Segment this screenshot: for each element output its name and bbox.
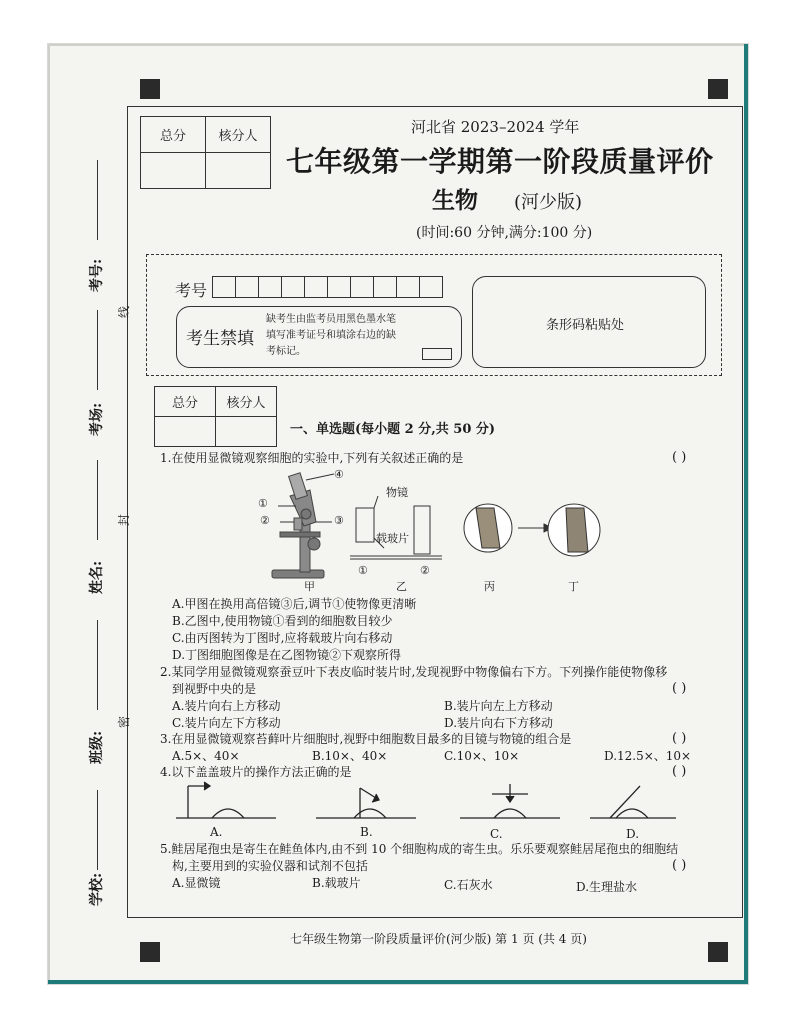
name-line <box>97 460 99 540</box>
q4-answer-blank[interactable]: ( ) <box>672 764 687 779</box>
q2-option-c: C.装片向左下方移动 <box>172 716 281 730</box>
paper-edge-left <box>48 44 50 984</box>
total-score-header: 总分 <box>141 117 206 153</box>
exam-no-digit[interactable] <box>212 276 236 298</box>
q2-option-d: D.装片向右下方移动 <box>444 716 554 730</box>
q5-answer-blank[interactable]: ( ) <box>672 858 687 873</box>
seal-word-feng: 封 <box>117 513 131 526</box>
q3-answer-blank[interactable]: ( ) <box>672 731 687 746</box>
exam-room-line <box>97 310 99 390</box>
fig-jia-label: 甲 <box>304 580 315 593</box>
exam-no-digit[interactable] <box>327 276 351 298</box>
exam-no-digit[interactable] <box>419 276 443 298</box>
label-3: ③ <box>334 514 344 527</box>
checker-cell[interactable] <box>206 153 271 189</box>
edition-label: (河少版) <box>514 192 583 213</box>
q5-stem-line1: 5.鲑居尾孢虫是寄生在鲑鱼体内,由不到 10 个细胞构成的寄生虫。乐乐要观察鲑居尾孢虫的细胞结 <box>160 842 679 856</box>
page-title: 七年级第一学期第一阶段质量评价 <box>286 145 714 178</box>
exam-no-digit[interactable] <box>396 276 420 298</box>
slide-label: 载玻片 <box>376 532 409 545</box>
section-score-cell[interactable] <box>155 417 216 447</box>
exam-no-label: 考号: <box>89 258 105 292</box>
exam-no-digit[interactable] <box>281 276 305 298</box>
coverslip-method-d <box>590 786 676 818</box>
label-2: ② <box>260 514 270 527</box>
seal-word-mi: 密 <box>117 715 131 728</box>
exam-no-box-label: 考号 <box>175 281 208 300</box>
paper-edge-bottom <box>48 980 748 984</box>
registration-marker-top-right <box>708 79 728 99</box>
section-checker-header: 核分人 <box>216 387 277 417</box>
q5-option-a: A.显微镜 <box>172 876 221 890</box>
q2-stem-line1: 2.某同学用显微镜观察蚕豆叶下表皮临时装片时,发现视野中物像偏右下方。下列操作能使物像移 <box>160 665 668 679</box>
q2-option-a: A.装片向右上方移动 <box>172 699 281 713</box>
registration-marker-bottom-right <box>708 942 728 962</box>
section-checker-cell[interactable] <box>216 417 277 447</box>
q4-label-a: A. <box>210 825 223 839</box>
seal-word-xian: 线 <box>117 305 131 318</box>
q4-stem: 4.以下盖盖玻片的操作方法正确的是 <box>160 765 352 779</box>
q2-answer-blank[interactable]: ( ) <box>672 681 687 696</box>
q1-option-b: B.乙图中,使用物镜①看到的细胞数目较少 <box>172 614 393 628</box>
time-info: (时间:60 分钟,满分:100 分) <box>416 225 593 241</box>
school-label: 学校: <box>89 872 105 906</box>
fig-bing-label: 丙 <box>484 580 495 593</box>
forbidden-label: 考生禁填 <box>186 329 254 349</box>
absence-mark-box[interactable] <box>422 348 452 360</box>
exam-no-digit[interactable] <box>304 276 328 298</box>
q1-option-c: C.由丙图转为丁图时,应将载玻片向右移动 <box>172 631 393 645</box>
checker-header: 核分人 <box>206 117 271 153</box>
notice-line: 考标记。 <box>266 346 306 357</box>
q2-option-b: B.装片向左上方移动 <box>444 699 553 713</box>
barcode-label: 条形码粘贴处 <box>546 318 625 333</box>
q3-stem: 3.在用显微镜观察苔藓叶片细胞时,视野中细胞数目最多的目镜与物镜的组合是 <box>160 732 572 746</box>
absence-notice <box>266 312 396 360</box>
q1-stem: 1.在使用显微镜观察细胞的实验中,下列有关叙述正确的是 <box>160 451 464 465</box>
name-label: 姓名: <box>89 560 105 594</box>
lens-label-2: ② <box>420 564 430 577</box>
q3-option-a: A.5×、40× <box>172 749 240 763</box>
fig-ding-label: 丁 <box>568 580 579 593</box>
q1-option-d: D.丁图细胞图像是在乙图物镜②下观察所得 <box>172 648 402 662</box>
q1-figure <box>250 466 610 590</box>
q4-label-c: C. <box>490 827 503 841</box>
q5-stem-line2: 构,主要用到的实验仪器和试剂不包括 <box>172 859 368 873</box>
exam-no-digit[interactable] <box>258 276 282 298</box>
coverslip-method-c <box>460 784 560 818</box>
total-score-cell[interactable] <box>141 153 206 189</box>
view-ding-drawing <box>548 504 600 556</box>
q2-stem-line2: 到视野中央的是 <box>172 682 257 696</box>
q3-option-b: B.10×、40× <box>312 749 388 763</box>
label-1: ① <box>258 497 268 510</box>
class-line <box>97 620 99 710</box>
q1-option-a: A.甲图在换用高倍镜③后,调节①使物像更清晰 <box>172 597 417 611</box>
exam-no-digit[interactable] <box>235 276 259 298</box>
objective-lenses-drawing <box>350 496 442 559</box>
q5-option-d: D.生理盐水 <box>576 880 638 894</box>
paper-edge-right <box>744 44 748 984</box>
exam-no-line <box>97 160 99 240</box>
section-score-table <box>154 386 277 447</box>
exam-no-digit[interactable] <box>350 276 374 298</box>
section-title: 一、单选题(每小题 2 分,共 50 分) <box>290 422 496 437</box>
coverslip-method-b <box>316 788 416 818</box>
q3-option-d: D.12.5×、10× <box>604 749 692 763</box>
q4-label-d: D. <box>626 827 640 841</box>
microscope-drawing <box>272 473 324 578</box>
q5-option-b: B.载玻片 <box>312 876 361 890</box>
notice-line: 填写准考证号和填涂右边的缺 <box>266 330 396 341</box>
lens-label-1: ① <box>358 564 368 577</box>
registration-marker-top-left <box>140 79 160 99</box>
q4-label-b: B. <box>360 825 373 839</box>
paper-edge-top <box>48 44 748 46</box>
label-4: ④ <box>334 468 344 481</box>
page-footer: 七年级生物第一阶段质量评价(河少版) 第 1 页 (共 4 页) <box>290 932 587 946</box>
q1-answer-blank[interactable]: ( ) <box>672 450 687 465</box>
exam-room-label: 考场: <box>89 402 105 436</box>
school-line <box>97 790 99 870</box>
view-bing-drawing <box>464 504 512 552</box>
notice-line: 缺考生由监考员用黑色墨水笔 <box>266 314 396 325</box>
province-year: 河北省 2023–2024 学年 <box>411 118 580 136</box>
registration-marker-bottom-left <box>140 942 160 962</box>
section-score-header: 总分 <box>155 387 216 417</box>
exam-no-digit[interactable] <box>373 276 397 298</box>
q5-option-c: C.石灰水 <box>444 878 493 892</box>
class-label: 班级: <box>89 730 105 764</box>
subject-title: 生物 <box>432 187 478 214</box>
q4-figures <box>176 780 676 828</box>
exam-no-grid[interactable] <box>212 276 443 298</box>
view-arrow-icon <box>518 524 552 532</box>
q3-option-c: C.10×、10× <box>444 749 520 763</box>
coverslip-method-a <box>176 782 276 818</box>
objective-label: 物镜 <box>386 486 408 499</box>
total-score-table <box>140 116 271 189</box>
fig-yi-label: 乙 <box>396 580 407 593</box>
